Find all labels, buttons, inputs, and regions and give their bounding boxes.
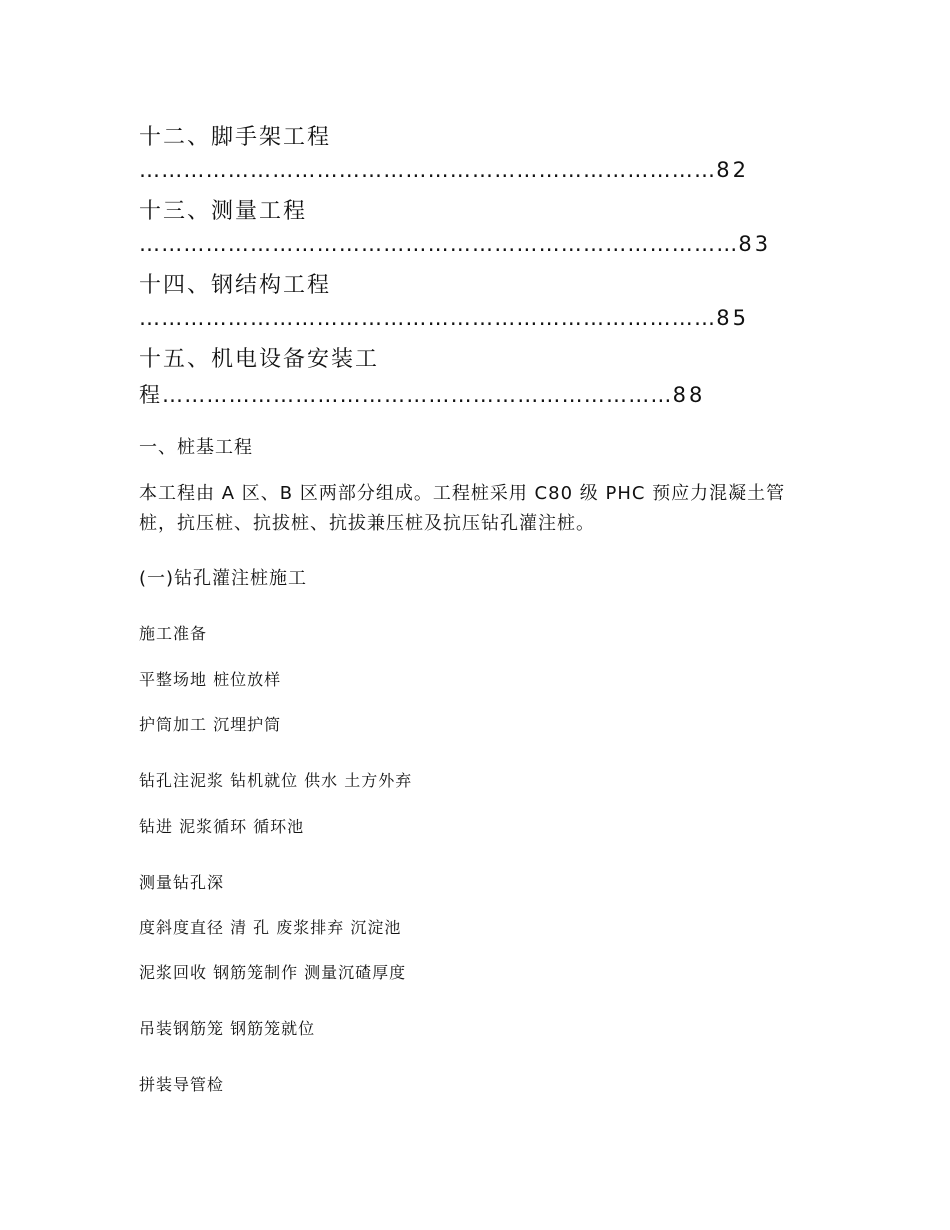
toc-entry-15-title: 十五、机电设备安装工 [139,347,380,372]
toc-title-continuation: 程 [139,383,162,407]
toc-dot-leader: …………………………………………………………………… [139,306,717,330]
toc-entry-13-title: 十三、测量工程 [139,199,308,224]
toc-entry-15-leader [139,379,705,409]
flow-line: 吊装钢筋笼 钢筋笼就位 [139,1019,316,1038]
toc-entry-12-leader [139,158,749,182]
toc-dot-leader: …………………………………………………………………… [139,158,717,182]
toc-page-number: 88 [672,383,706,407]
toc-dot-leader: ……………………………………………………………………… [139,232,739,256]
section-heading: 一、桩基工程 [139,437,253,458]
section-paragraph: 本工程由 A 区、B 区两部分组成。工程桩采用 C80 级 PHC 预应力混凝土管桩，抗压桩、抗拔桩、抗拔兼压桩及抗压钻孔灌注桩。 [139,483,786,534]
flow-line: 度斜度直径 清 孔 废浆排弃 沉淀池 [139,918,402,937]
toc-entry-14-leader [139,306,749,330]
flow-line: 泥浆回收 钢筋笼制作 测量沉碴厚度 [139,963,407,982]
flow-line: 施工准备 [139,624,208,643]
toc-page-number: 82 [716,158,749,182]
toc-page-number: 85 [716,306,749,330]
flow-line: 平整场地 桩位放样 [139,670,282,689]
flow-line: 拼装导管检 [139,1075,225,1094]
toc-dot-leader: …………………………………………………………… [162,383,673,407]
flow-line: 护筒加工 沉埋护筒 [139,715,282,734]
flow-line: 钻进 泥浆循环 循环池 [139,817,305,836]
subsection-heading: (一)钻孔灌注桩施工 [139,568,308,589]
toc-entry-12-title: 十二、脚手架工程 [139,125,332,150]
flow-line: 测量钻孔深 [139,873,225,892]
toc-entry-14-title: 十四、钢结构工程 [139,273,332,298]
flow-line: 钻孔注泥浆 钻机就位 供水 土方外弃 [139,771,413,790]
toc-page-number: 83 [738,232,772,256]
toc-entry-13-leader [139,232,771,256]
